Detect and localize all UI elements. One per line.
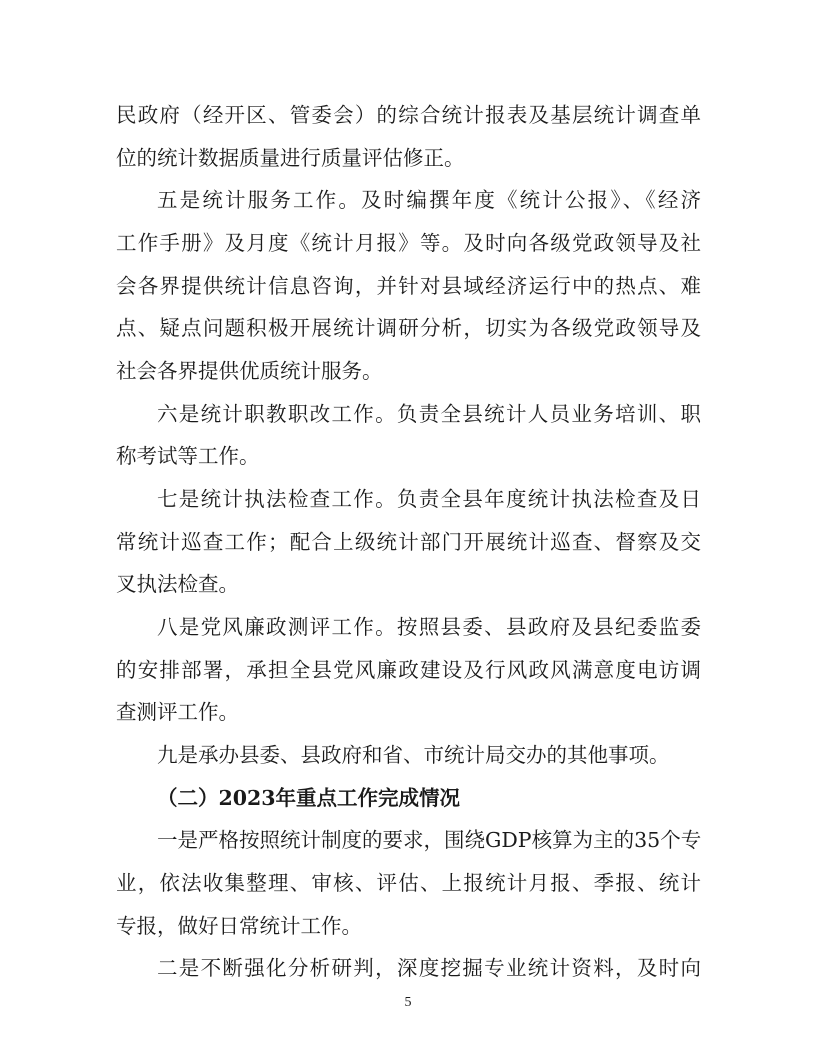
page-number: 5 bbox=[404, 995, 412, 1010]
text-line: 九是承办县委、县政府和省、市统计局交办的其他事项。 bbox=[157, 743, 670, 767]
text-line: 二是不断强化分析研判，深度挖掘专业统计资料，及时向 bbox=[157, 956, 701, 980]
text-line: 专报，做好日常统计工作。 bbox=[116, 914, 362, 938]
text-line: 一是严格按照统计制度的要求，围绕GDP核算为主的35个专 bbox=[157, 828, 702, 852]
text-line: 工作手册》及月度《统计月报》等。及时向各级党政领导及社 bbox=[116, 231, 701, 255]
text-line: 会各界提供统计信息咨询，并针对县域经济运行中的热点、难 bbox=[116, 274, 701, 298]
text-line: 查测评工作。 bbox=[116, 700, 239, 724]
text-line: 业，依法收集整理、审核、评估、上报统计月报、季报、统计 bbox=[116, 871, 701, 895]
text-line: 的安排部署，承担全县党风廉政建设及行风政风满意度电访调 bbox=[116, 658, 701, 682]
text-line: 点、疑点问题积极开展统计调研分析，切实为各级党政领导及 bbox=[116, 316, 701, 340]
text-line: 称考试等工作。 bbox=[116, 444, 260, 468]
text-line: 位的统计数据质量进行质量评估修正。 bbox=[116, 146, 465, 170]
text-line: 六是统计职教职改工作。负责全县统计人员业务培训、职 bbox=[157, 402, 701, 426]
text-line: 八是党风廉政测评工作。按照县委、县政府及县纪委监委 bbox=[157, 615, 701, 639]
text-line: 民政府（经开区、管委会）的综合统计报表及基层统计调查单 bbox=[116, 103, 701, 127]
text-line: 社会各界提供优质统计服务。 bbox=[116, 359, 383, 383]
text-line: 五是统计服务工作。及时编撰年度《统计公报》、《经济 bbox=[157, 188, 701, 212]
text-line: 常统计巡查工作；配合上级统计部门开展统计巡查、督察及交 bbox=[116, 530, 701, 554]
section-heading: （二）2023年重点工作完成情况 bbox=[157, 786, 461, 810]
text-line: 七是统计执法检查工作。负责全县年度统计执法检查及日 bbox=[157, 487, 701, 511]
text-line: 叉执法检查。 bbox=[116, 572, 239, 596]
